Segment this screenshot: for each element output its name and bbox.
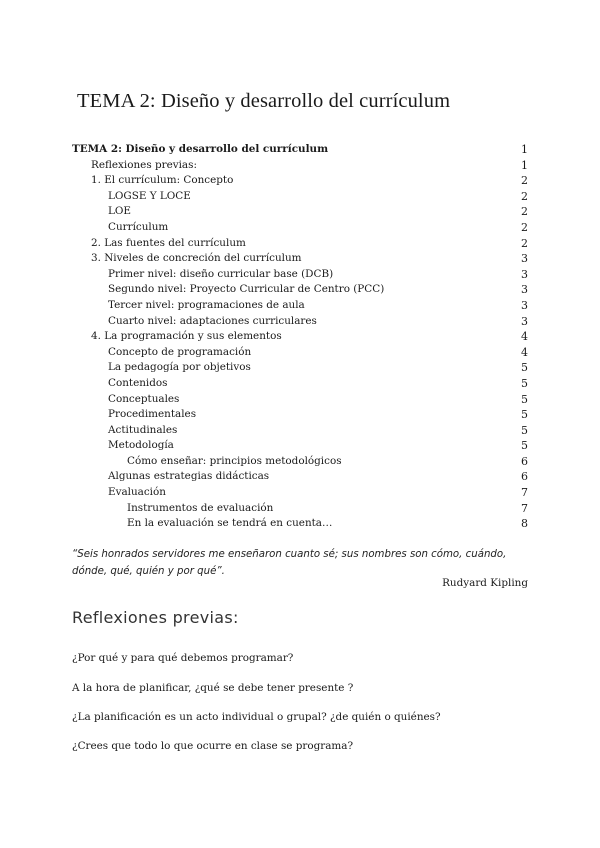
toc-entry-page: 6 [521,470,528,484]
toc-entry-page: 8 [521,517,528,531]
toc-entry-label: Concepto de programación [108,345,252,358]
toc-entry-page: 2 [521,205,528,219]
toc-entry-page: 1 [521,143,528,156]
toc-entry-page: 5 [521,423,528,437]
toc-entry-label: Primer nivel: diseño curricular base (DCB) [108,267,334,280]
question-4: ¿Crees que todo lo que ocurre en clase se programa? [72,740,354,752]
epigraph-quote: “Seis honrados servidores me enseñaron cuanto sé; sus nombres son cómo, cuándo, dónde, qué, quién y por qué”. [72,549,507,577]
toc-entry[interactable] [72,516,530,532]
toc-entry-page: 7 [521,501,528,515]
question-2: A la hora de planificar, ¿qué se debe tener presente ? [72,682,354,694]
toc-entry-label: La pedagogía por objetivos [108,361,251,374]
toc-entry[interactable] [72,282,530,298]
toc-entry[interactable] [72,251,530,267]
page-title: TEMA 2: Diseño y desarrollo del currículum [77,90,451,112]
toc-entry-page: 2 [521,236,528,250]
toc-entry[interactable] [72,298,530,314]
toc-entry-page: 5 [521,361,528,375]
toc-entry[interactable] [72,142,530,158]
toc-entry[interactable] [72,204,530,220]
toc-entry[interactable] [72,329,530,345]
toc-entry-label: Reflexiones previas: [91,158,197,171]
toc-entry[interactable] [72,485,530,501]
toc-entry[interactable] [72,345,530,361]
toc-entry[interactable] [72,423,530,439]
toc-entry[interactable] [72,314,530,330]
toc-entry-page: 3 [521,283,528,297]
toc-entry[interactable] [72,189,530,205]
toc-entry-page: 5 [521,439,528,453]
question-3: ¿La planificación es un acto individual o grupal? ¿de quién o quiénes? [72,711,441,723]
toc-entry-label: Segundo nivel: Proyecto Curricular de Centro (PCC) [108,283,385,296]
toc-entry-page: 6 [521,454,528,468]
toc-entry-page: 3 [521,298,528,312]
toc-entry-page: 5 [521,392,528,406]
toc-entry-page: 5 [521,408,528,422]
toc-entry-label: Contenidos [108,376,168,389]
toc-entry-label: LOGSE Y LOCE [108,189,191,202]
toc-entry-page: 7 [521,486,528,500]
toc-entry-page: 1 [521,158,528,172]
toc-entry[interactable] [72,392,530,408]
toc-entry-label: Evaluación [108,486,166,499]
section-heading: Reflexiones previas: [72,608,239,627]
toc-entry-label: 4. La programación y sus elementos [91,330,282,343]
toc-entry[interactable] [72,469,530,485]
toc-entry[interactable] [72,360,530,376]
toc-entry-page: 2 [521,220,528,234]
toc-entry-page: 3 [521,252,528,266]
table-of-contents [72,142,530,532]
toc-entry[interactable] [72,454,530,470]
toc-entry[interactable] [72,220,530,236]
toc-entry-label: Algunas estrategias didácticas [108,470,270,483]
toc-entry-label: 1. El currículum: Concepto [91,174,234,187]
toc-entry-label: Metodología [108,439,174,452]
toc-entry-page: 4 [521,330,528,344]
toc-entry-label: Conceptuales [108,392,180,405]
toc-entry-label: 3. Niveles de concreción del currículum [91,252,302,265]
toc-entry-label: 2. Las fuentes del currículum [91,236,246,249]
toc-entry-label: Procedimentales [108,408,197,421]
toc-entry[interactable] [72,267,530,283]
toc-entry[interactable] [72,438,530,454]
toc-entry-label: En la evaluación se tendrá en cuenta… [127,517,333,530]
toc-entry-label: TEMA 2: Diseño y desarrollo del currículum [72,143,329,155]
toc-entry-label: Actitudinales [108,423,178,436]
toc-entry-page: 4 [521,345,528,359]
toc-entry-label: LOE [108,205,132,218]
toc-entry-label: Cómo enseñar: principios metodológicos [127,454,342,467]
toc-entry[interactable] [72,407,530,423]
toc-entry-label: Instrumentos de evaluación [127,501,274,514]
toc-entry[interactable] [72,501,530,517]
toc-entry-page: 3 [521,267,528,281]
toc-entry-page: 5 [521,376,528,390]
quote-author: Rudyard Kipling [442,577,528,589]
toc-entry-page: 3 [521,314,528,328]
toc-entry-page: 2 [521,174,528,188]
toc-entry-label: Currículum [108,220,169,233]
toc-entry[interactable] [72,173,530,189]
question-1: ¿Por qué y para qué debemos programar? [72,652,294,664]
toc-entry-label: Tercer nivel: programaciones de aula [108,298,305,311]
toc-entry-label: Cuarto nivel: adaptaciones curriculares [108,314,317,327]
toc-entry[interactable] [72,236,530,252]
toc-entry[interactable] [72,376,530,392]
toc-entry[interactable] [72,158,530,174]
toc-entry-page: 2 [521,189,528,203]
